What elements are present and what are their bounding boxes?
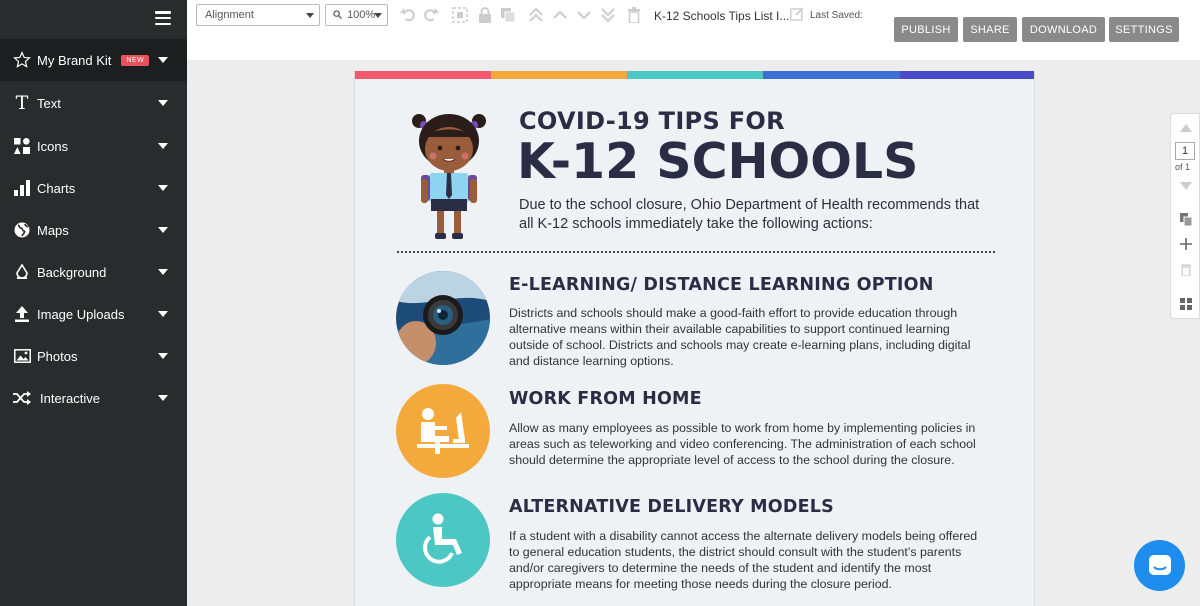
wheelchair-icon[interactable] xyxy=(396,493,490,587)
image-icon xyxy=(7,349,37,363)
chat-icon xyxy=(1148,554,1172,578)
alignment-select-value: Alignment xyxy=(205,9,254,21)
magnifier-icon xyxy=(333,10,342,19)
send-to-back-icon[interactable] xyxy=(599,6,617,24)
globe-icon xyxy=(7,222,37,238)
duplicate-icon[interactable] xyxy=(499,6,517,24)
bring-forward-icon[interactable] xyxy=(551,6,569,24)
shuffle-icon xyxy=(7,391,37,405)
chevron-down-icon xyxy=(158,311,168,317)
heading-large[interactable]: K-12 SCHOOLS xyxy=(517,133,919,190)
sidebar-item-image-uploads[interactable] xyxy=(0,293,187,335)
sidebar-item-my-brand-kit[interactable] xyxy=(0,39,187,81)
alignment-select[interactable] xyxy=(196,4,320,26)
chevron-down-icon xyxy=(158,353,168,359)
chevron-down-icon xyxy=(374,13,382,18)
document-title[interactable]: K-12 Schools Tips List I... xyxy=(654,9,790,23)
copy-page-icon[interactable] xyxy=(1178,211,1194,227)
sidebar xyxy=(0,0,187,606)
paint-bucket-icon xyxy=(7,264,37,280)
sidebar-item-label: Maps xyxy=(37,222,69,238)
text-icon: T xyxy=(15,91,29,114)
bring-to-front-icon[interactable] xyxy=(527,6,545,24)
menu-icon[interactable] xyxy=(155,11,171,25)
sidebar-item-text[interactable] xyxy=(0,82,187,124)
sidebar-item-label: Interactive xyxy=(40,390,100,406)
share-button[interactable]: SHARE xyxy=(963,17,1017,42)
camera-lens-photo[interactable] xyxy=(396,271,490,365)
page-down-icon[interactable] xyxy=(1178,178,1194,194)
zoom-select[interactable] xyxy=(325,4,388,26)
sidebar-item-label: Icons xyxy=(37,138,69,154)
color-stripe-5 xyxy=(900,71,1035,79)
section-body[interactable]: If a student with a disability cannot access the alternate delivery models being offered to general education students, the district should consult with the student’s parents and/or caregivers to determine the needs of the student and identify the most appropriate means for meeting those needs during the closure period. xyxy=(509,529,978,591)
color-stripe-3 xyxy=(627,71,763,79)
section-title[interactable]: E-LEARNING/ DISTANCE LEARNING OPTION xyxy=(509,275,934,295)
sidebar-item-label: Image Uploads xyxy=(37,306,125,322)
sidebar-item-label: Photos xyxy=(37,348,78,364)
delete-page-icon[interactable] xyxy=(1178,261,1194,277)
student-illustration xyxy=(407,111,491,243)
chevron-down-icon xyxy=(158,185,168,191)
sidebar-header xyxy=(0,0,187,38)
page-count-label: of 1 xyxy=(1175,162,1191,172)
add-page-icon[interactable] xyxy=(1178,236,1194,252)
undo-icon[interactable] xyxy=(399,6,417,24)
section-title[interactable]: ALTERNATIVE DELIVERY MODELS xyxy=(509,497,834,517)
intro-text[interactable]: Due to the school closure, Ohio Department of Health recommends that all K-12 schools immediately take the following actions: xyxy=(519,197,980,232)
download-button[interactable]: DOWNLOAD xyxy=(1022,17,1105,42)
settings-button[interactable]: SETTINGS xyxy=(1109,17,1179,42)
trash-icon[interactable] xyxy=(625,6,643,24)
edit-title-icon[interactable] xyxy=(788,5,806,23)
shapes-icon xyxy=(7,138,37,154)
page-navigator xyxy=(1170,113,1200,319)
sidebar-item-label: Text xyxy=(37,95,61,111)
chevron-down-icon xyxy=(158,57,168,63)
lock-icon[interactable] xyxy=(476,6,494,24)
color-stripe-4 xyxy=(763,71,900,79)
color-stripe-1 xyxy=(355,71,491,79)
color-stripe-2 xyxy=(491,71,627,79)
sidebar-item-icons[interactable] xyxy=(0,125,187,167)
section-body[interactable]: Allow as many employees as possible to work from home by implementing policies in areas such as teleworking and video conferencing. The administration of each school should determine the appropriate level of access to the school during the closure. xyxy=(509,421,976,467)
bar-chart-icon xyxy=(7,180,37,196)
sidebar-item-label: Background xyxy=(37,264,107,280)
heading-small[interactable]: COVID-19 TIPS FOR xyxy=(519,107,785,135)
chevron-down-icon xyxy=(158,395,168,401)
grid-view-icon[interactable] xyxy=(1178,296,1194,312)
sidebar-item-interactive[interactable] xyxy=(0,377,187,419)
section-body[interactable]: Districts and schools should make a good-faith effort to provide education through alternative means within their available capabilities to support continued learning outside of school. Districts and schools may create e-learning plans, including digital and distance learning options. xyxy=(509,306,971,368)
chevron-down-icon xyxy=(158,269,168,275)
sidebar-item-photos[interactable] xyxy=(0,335,187,377)
infographic-canvas[interactable] xyxy=(354,71,1035,606)
chevron-down-icon xyxy=(306,13,314,18)
redo-icon[interactable] xyxy=(422,6,440,24)
sidebar-item-background[interactable] xyxy=(0,251,187,293)
toolbar xyxy=(187,0,1200,60)
sidebar-item-label: Charts xyxy=(37,180,76,196)
page-number-input[interactable]: 1 xyxy=(1175,142,1195,160)
sidebar-item-charts[interactable] xyxy=(0,167,187,209)
chevron-down-icon xyxy=(158,227,168,233)
new-badge: NEW xyxy=(121,55,149,66)
chat-support-button[interactable] xyxy=(1134,540,1185,591)
crop-icon[interactable] xyxy=(451,6,469,24)
chevron-down-icon xyxy=(158,100,168,106)
zoom-value: 100% xyxy=(347,9,376,21)
dotted-divider xyxy=(397,251,995,253)
person-at-computer-icon[interactable] xyxy=(396,384,490,478)
last-saved-label: Last Saved: xyxy=(810,10,863,21)
section-title[interactable]: WORK FROM HOME xyxy=(509,389,702,409)
star-icon xyxy=(7,51,37,69)
publish-button[interactable]: PUBLISH xyxy=(894,17,958,42)
chevron-down-icon xyxy=(158,143,168,149)
sidebar-item-label: My Brand Kit xyxy=(37,52,112,68)
upload-icon xyxy=(7,306,37,322)
send-backward-icon[interactable] xyxy=(575,6,593,24)
page-up-icon[interactable] xyxy=(1178,120,1194,136)
sidebar-item-maps[interactable] xyxy=(0,209,187,251)
